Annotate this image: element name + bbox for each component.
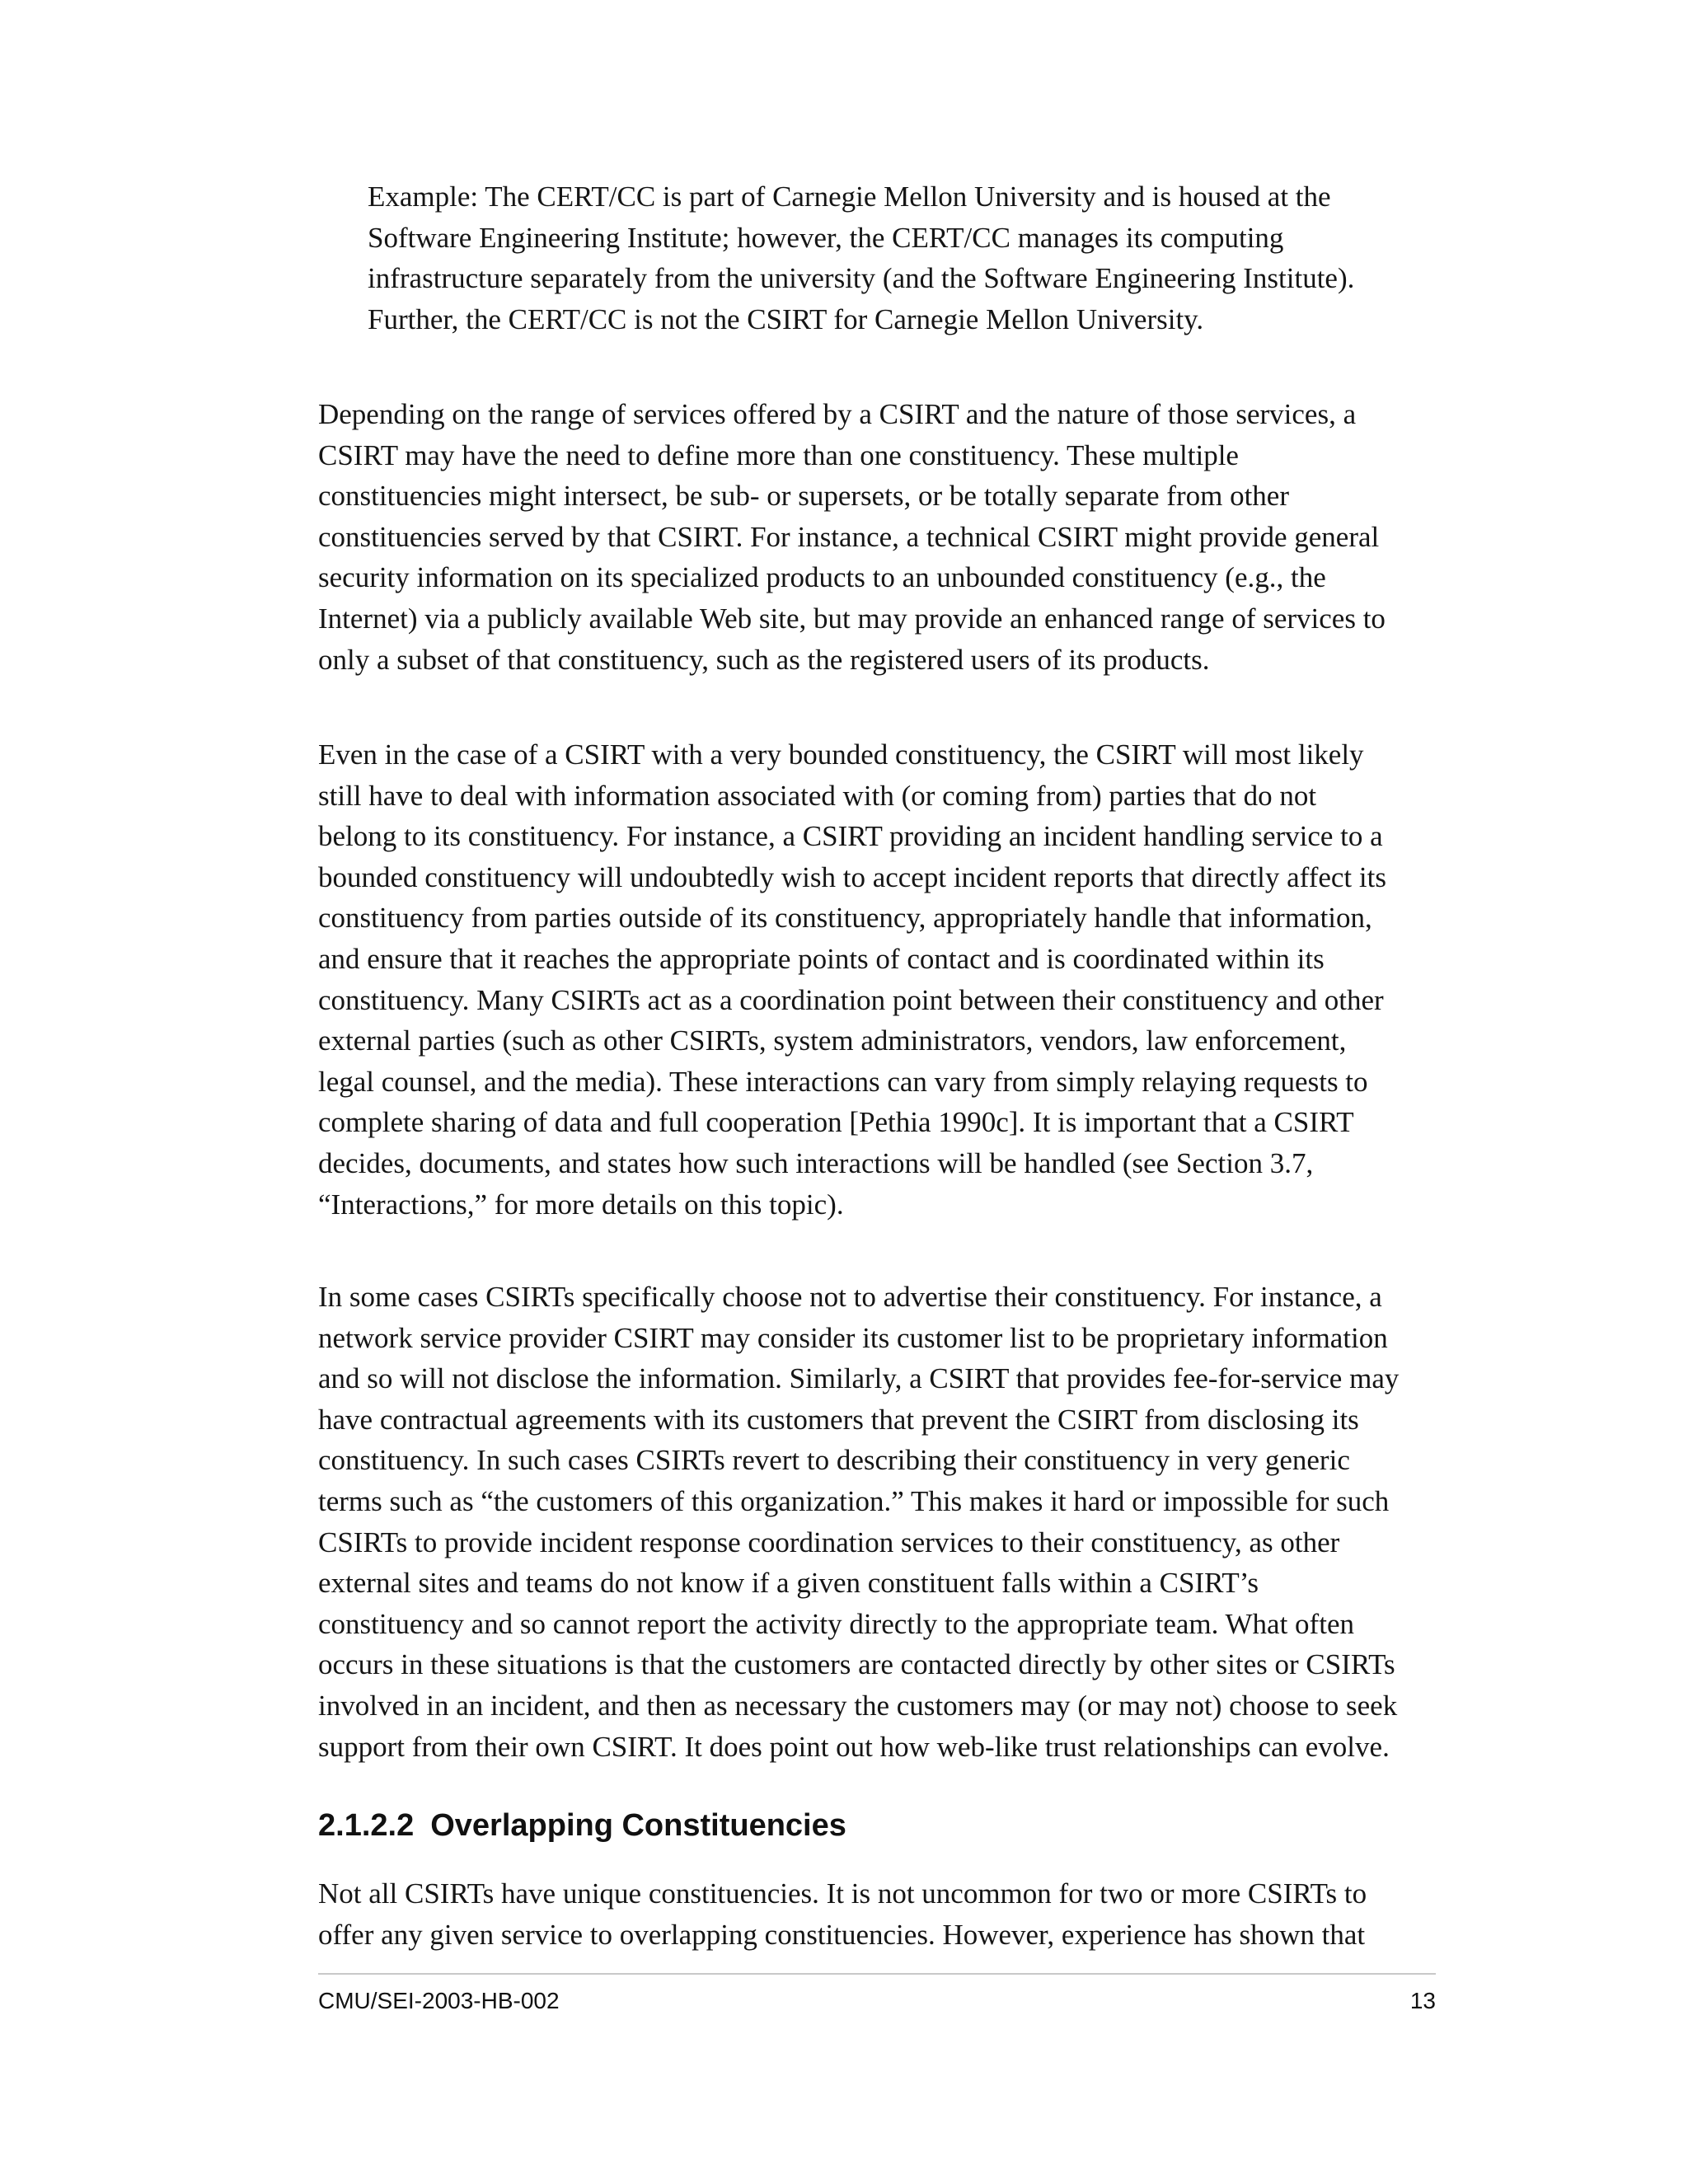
paragraph-line: legal counsel, and the media). These interactions can vary from simply relaying requests to [318,1065,1368,1098]
section-number: 2.1.2.2 [318,1808,415,1843]
paragraph-line: and so will not disclose the information. Similarly, a CSIRT that provides fee-for-service may [318,1362,1400,1395]
paragraph-line: belong to its constituency. For instance, a CSIRT providing an incident handling service to a [318,820,1383,853]
paragraph-line: occurs in these situations is that the customers are contacted directly by other sites or CSIRTs [318,1648,1395,1681]
footer-page-number: 13 [1409,1988,1436,2013]
paragraph-line: Depending on the range of services offered by a CSIRT and the nature of those services, a [318,398,1357,430]
paragraph-line: Not all CSIRTs have unique constituencies. It is not uncommon for two or more CSIRTs to [318,1877,1367,1910]
paragraph-line: Even in the case of a CSIRT with a very bounded constituency, the CSIRT will most likely [318,738,1364,771]
paragraph-line: only a subset of that constituency, such as the registered users of its products. [318,643,1210,676]
paragraph-multiple-constituencies [318,394,1472,680]
example-line: Example: The CERT/CC is part of Carnegie Mellon University and is housed at the [368,180,1331,213]
paragraph-line: external parties (such as other CSIRTs, system administrators, vendors, law enforcement, [318,1024,1347,1057]
footer-divider [318,1973,1436,1975]
paragraph-line: network service provider CSIRT may consider its customer list to be proprietary information [318,1321,1388,1354]
paragraph-line: CSIRTs to provide incident response coordination services to their constituency, as other [318,1526,1340,1558]
footer-document-id: CMU/SEI-2003-HB-002 [318,1988,560,2013]
paragraph-line: complete sharing of data and full cooperation [Pethia 1990c]. It is important that a CSIRT [318,1106,1354,1139]
paragraph-line: involved in an incident, and then as necessary the customers may (or may not) choose to seek [318,1689,1398,1722]
paragraph-line: terms such as “the customers of this organization.” This makes it hard or impossible for such [318,1484,1390,1517]
section-heading [318,1805,1472,1846]
example-line: infrastructure separately from the university (and the Software Engineering Institute). [368,262,1355,295]
paragraph-bounded-constituency [318,734,1472,1225]
paragraph-line: bounded constituency will undoubtedly wish to accept incident reports that directly affect its [318,860,1386,893]
paragraph-line: security information on its specialized products to an unbounded constituency (e.g., the [318,561,1326,594]
paragraph-line: Internet) via a publicly available Web site, but may provide an enhanced range of services to [318,602,1386,635]
paragraph-line: offer any given service to overlapping constituencies. However, experience has shown that [318,1918,1366,1951]
paragraph-line: constituency and so cannot report the activity directly to the appropriate team. What often [318,1607,1354,1640]
paragraph-line: still have to deal with information associated with (or coming from) parties that do not [318,779,1317,812]
example-line: Further, the CERT/CC is not the CSIRT for Carnegie Mellon University. [368,302,1204,335]
paragraph-line: CSIRT may have the need to define more than one constituency. These multiple [318,438,1239,471]
paragraph-overlapping-constituencies [318,1873,1472,1955]
section-title: Overlapping Constituencies [430,1808,846,1843]
paragraph-line: constituency. Many CSIRTs act as a coordination point between their constituency and other [318,983,1384,1016]
paragraph-line: external sites and teams do not know if a given constituent falls within a CSIRT’s [318,1567,1259,1600]
paragraph-line: and ensure that it reaches the appropriate points of contact and is coordinated within its [318,942,1325,975]
paragraph-line: constituencies might intersect, be sub- or supersets, or be totally separate from other [318,480,1289,513]
paragraph-line: constituencies served by that CSIRT. For instance, a technical CSIRT might provide general [318,520,1380,553]
paragraph-line: have contractual agreements with its customers that prevent the CSIRT from disclosing its [318,1403,1359,1436]
paragraph-undisclosed-constituency [318,1277,1472,1767]
paragraph-line: In some cases CSIRTs specifically choose not to advertise their constituency. For instance, a [318,1281,1382,1313]
paragraph-line: constituency. In such cases CSIRTs revert to describing their constituency in very generic [318,1444,1350,1477]
example-block [368,176,1464,340]
example-line: Software Engineering Institute; however, the CERT/CC manages its computing [368,221,1284,254]
paragraph-line: constituency from parties outside of its constituency, appropriately handle that information, [318,902,1372,935]
paragraph-line: “Interactions,” for more details on this topic). [318,1188,844,1221]
paragraph-line: support from their own CSIRT. It does point out how web-like trust relationships can evolve. [318,1730,1390,1763]
paragraph-line: decides, documents, and states how such interactions will be handled (see Section 3.7, [318,1146,1314,1179]
